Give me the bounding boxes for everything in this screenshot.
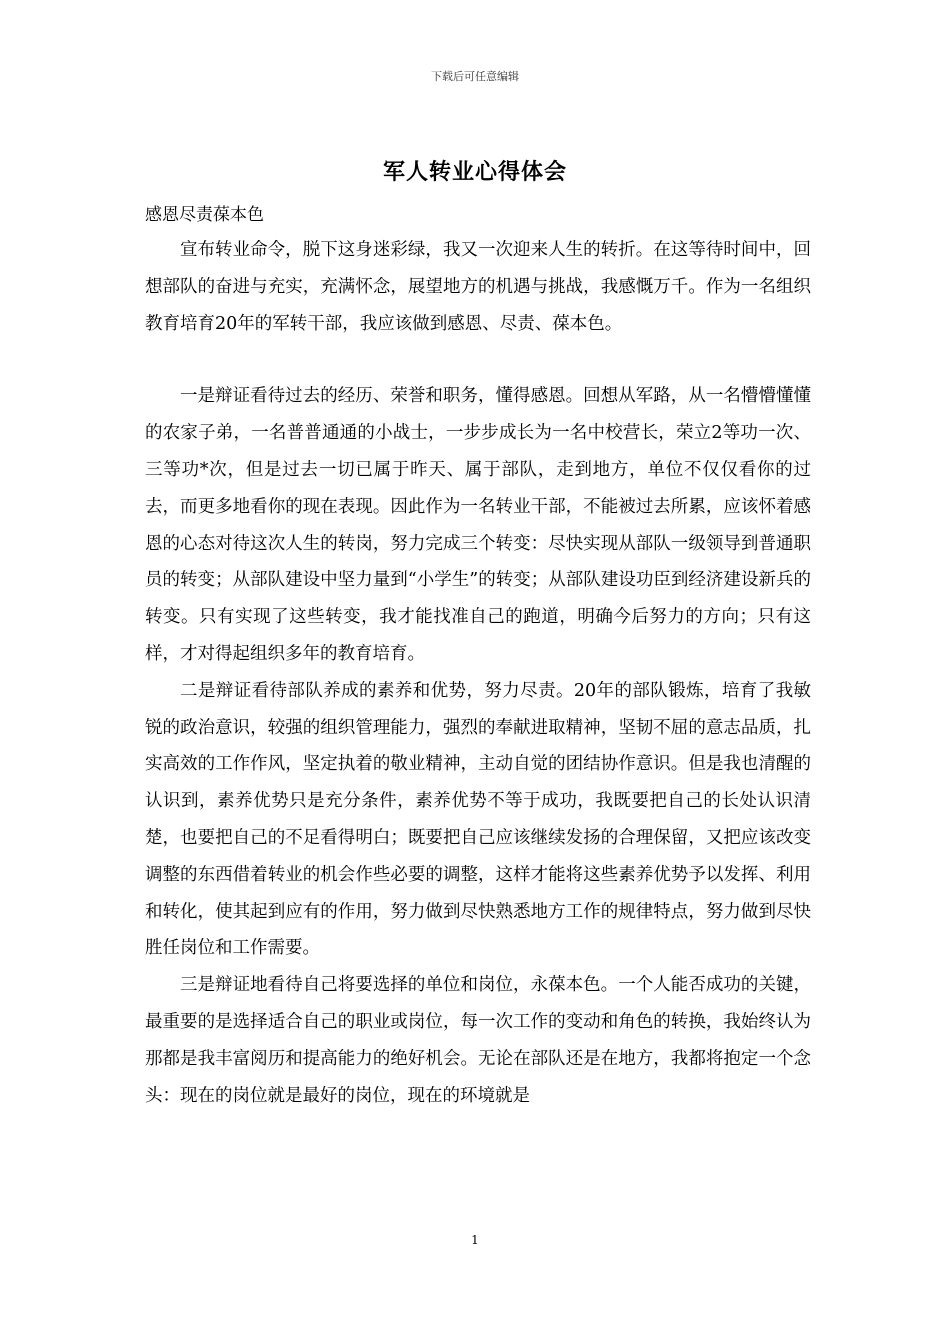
paragraph-intro: 宣布转业命令，脱下这身迷彩绿，我又一次迎来人生的转折。在这等待时间中，回想部队的奋进与充实，充满怀念，展望地方的机遇与挑战，我感慨万千。作为一名组织教育培育20年的军转干部，我应该做到感恩、尽责、葆本色。: [145, 240, 811, 334]
document-body: [145, 232, 811, 1114]
paragraph-gratitude: 一是辩证看待过去的经历、荣誉和职务，懂得感恩。回想从军路，从一名懵懵懂懂的农家子弟，一名普普通通的小战士，一步步成长为一名中校营长，荣立2等功一次、三等功*次，但是过去一切已属于昨天、属于部队，走到地方，单位不仅仅看你的过去，而更多地看你的现在表现。因此作为一名转业干部，不能被过去所累，应该怀着感恩的心态对待这次人生的转岗，努力完成三个转变：尽快实现从部队一级领导到普通职员的转变；从部队建设中坚力量到“小学生”的转变；从部队建设功臣到经济建设新兵的转变。只有实现了这些转变，我才能找准自己的跑道，明确今后努力的方向；只有这样，才对得起组织多年的教育培育。: [145, 386, 811, 664]
document-subtitle: 感恩尽责葆本色: [145, 205, 264, 225]
paragraph-true-colors: 三是辩证地看待自己将要选择的单位和岗位，永葆本色。一个人能否成功的关键，最重要的是选择适合自己的职业或岗位，每一次工作的变动和角色的转换，我始终认为那都是我丰富阅历和提高能力的绝好机会。无论在部队还是在地方，我都将抱定一个念头：现在的岗位就是最好的岗位，现在的环境就是: [145, 975, 811, 1106]
page-header-note: 下载后可任意编辑: [431, 70, 519, 83]
paragraph-responsibility: 二是辩证看待部队养成的素养和优势，努力尽责。20年的部队锻炼，培育了我敏锐的政治意识，较强的组织管理能力，强烈的奉献进取精神，坚韧不屈的意志品质，扎实高效的工作作风，坚定执着的敬业精神，主动自觉的团结协作意识。但是我也清醒的认识到，素养优势只是充分条件，素养优势不等于成功，我既要把自己的长处认识清楚，也要把自己的不足看得明白；既要把自己应该继续发扬的合理保留，又把应该改变调整的东西借着转业的机会作些必要的调整，这样才能将这些素养优势予以发挥、利用和转化，使其起到应有的作用，努力做到尽快熟悉地方工作的规律特点，努力做到尽快胜任岗位和工作需要。: [145, 680, 811, 959]
page-number: 1: [471, 1233, 479, 1247]
document-title: 军人转业心得体会: [382, 159, 567, 185]
